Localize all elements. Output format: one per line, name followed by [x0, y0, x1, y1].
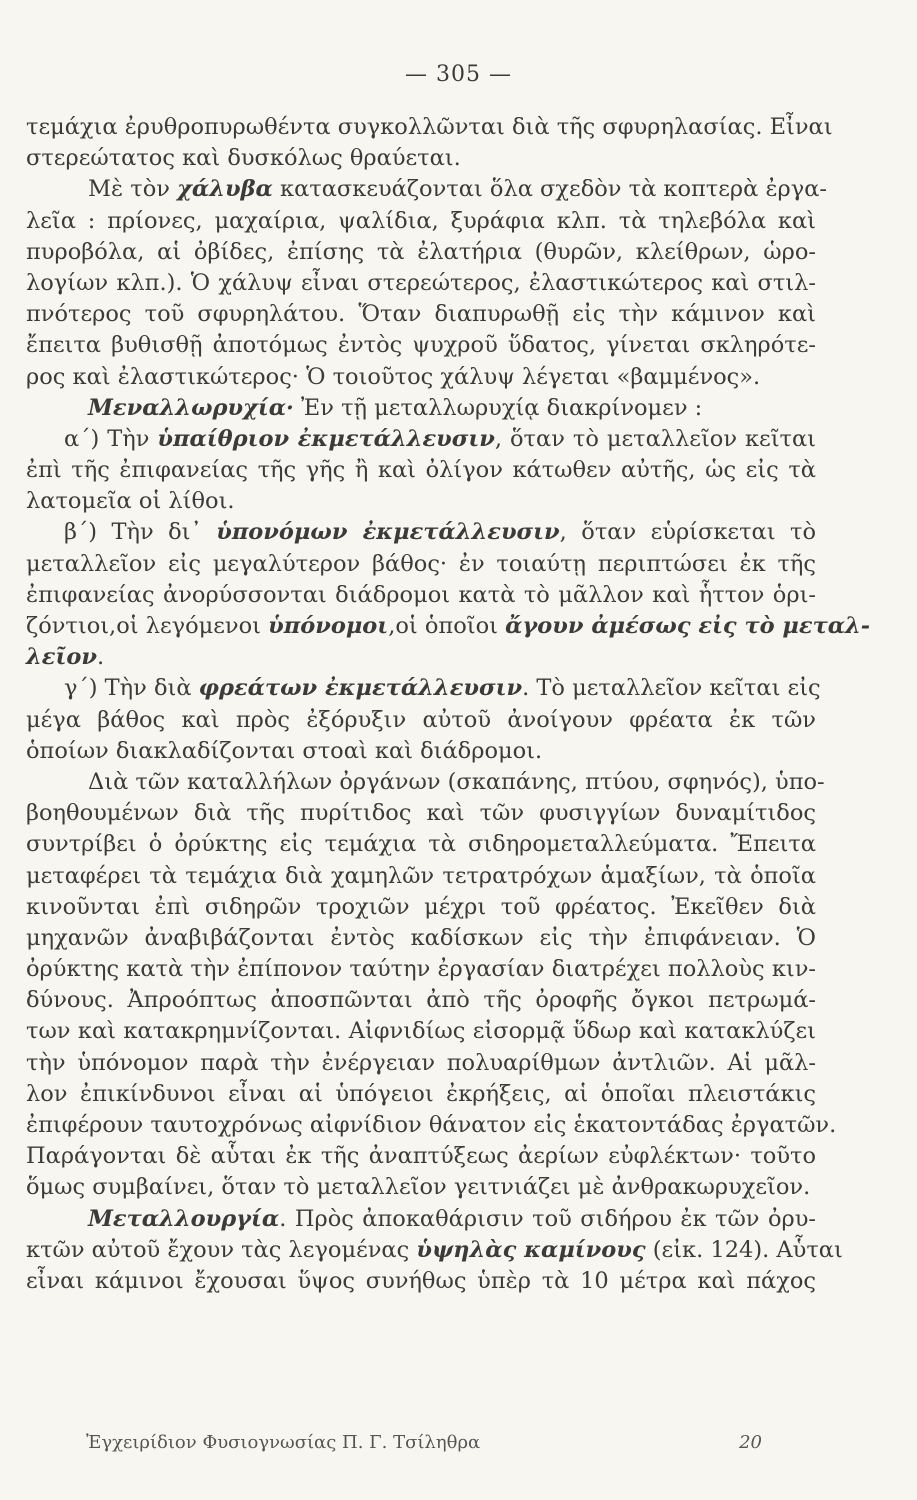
- emphasis-term: Μεναλλωρυχία·: [88, 394, 294, 421]
- text-line: [26, 673, 821, 704]
- footer-signature-number: 20: [739, 1432, 762, 1453]
- text-line: μέγα βάθος καὶ πρὸς ἐξόρυξιν αὐτοῦ ἀνοίγουν φρέατα ἐκ τῶν: [26, 706, 816, 733]
- text-line: δύνους. Ἀπροόπτως ἀποσπῶνται ἀπὸ τῆς ὀροφῆς ὄγκοι πετρωμά-: [26, 987, 816, 1014]
- text-line: [26, 1204, 816, 1235]
- text-line: ἔπειτα βυθισθῇ ἀποτόμως ἐντὸς ψυχροῦ ὕδατος, γίνεται σκληρότε-: [26, 332, 816, 359]
- text-line: τὴν ὑπόνομον παρὰ τὴν ἐνέργειαν πολυαρίθμων ἀντλιῶν. Αἱ μᾶλ-: [26, 1049, 816, 1076]
- text-run: , ὅταν εὑρίσκεται τὸ: [559, 519, 816, 546]
- text-run: , ὅταν τὸ μεταλλεῖον κεῖται: [494, 425, 816, 452]
- text-line: [26, 642, 816, 673]
- text-line: των καὶ κατακρημνίζονται. Αἰφνιδίως εἰσορμᾷ ὕδωρ καὶ κατακλύζει: [26, 1018, 816, 1045]
- text-run: α΄) Τὴν: [64, 425, 158, 452]
- text-line: [26, 393, 816, 424]
- emphasis-term: Μεταλλουργία: [88, 1205, 280, 1232]
- text-line: εἶναι κάμινοι ἔχουσαι ὕψος συνήθως ὑπὲρ τὰ 10 μέτρα καὶ πάχος: [26, 1267, 816, 1294]
- text-line: [26, 1235, 843, 1266]
- text-line: [26, 424, 816, 455]
- text-line: Διὰ τῶν καταλλήλων ὀργάνων (σκαπάνης, πτύου, σφηνός), ὑπο-: [88, 768, 825, 795]
- text-line: λατομεῖα οἱ λίθοι.: [26, 488, 235, 515]
- text-line: λον ἐπικίνδυνοι εἶναι αἱ ὑπόγειοι ἐκρήξεις, αἱ ὁποῖαι πλειστάκις: [26, 1080, 816, 1107]
- text-run: γ΄) Τὴν διὰ: [64, 675, 199, 702]
- page-number: — 305 —: [405, 62, 512, 87]
- text-line: ὁποίων διακλαδίζονται στοαὶ καὶ διάδρομοι.: [26, 737, 543, 764]
- text-run: Ἐν τῇ μεταλλωρυχίᾳ διακρίνομεν :: [293, 394, 703, 421]
- text-line: ἐπιφανείας ἀνορύσσονται διάδρομοι κατὰ τὸ μᾶλλον καὶ ἧττον ὁρι-: [26, 581, 816, 608]
- text-line: μεταλλεῖον εἰς μεγαλύτερον βάθος· ἐν τοιαύτῃ περιπτώσει ἐκ τῆς: [26, 550, 816, 577]
- text-run: κτῶν αὐτοῦ ἔχουν τὰς λεγομένας: [26, 1236, 417, 1263]
- text-line: στερεώτατος καὶ δυσκόλως θραύεται.: [26, 145, 461, 172]
- text-line: πυροβόλα, αἱ ὀβίδες, ἐπίσης τὰ ἐλατήρια (θυρῶν, κλείθρων, ὡρο-: [26, 238, 816, 265]
- text-run: κατασκευάζονται ὅλα σχεδὸν τὰ κοπτερὰ ἐργα-: [272, 176, 828, 203]
- emphasis-term: ἄγουν ἀμέσως εἰς τὸ μεταλ-: [505, 613, 871, 639]
- emphasis-term: λεῖον: [26, 644, 97, 671]
- emphasis-term: χάλυβα: [177, 176, 273, 203]
- emphasis-term: ὑπόνομοι: [268, 613, 389, 639]
- text-line: [26, 174, 828, 205]
- text-line: κινοῦνται ἐπὶ σιδηρῶν τροχιῶν μέχρι τοῦ φρέατος. Ἐκεῖθεν διὰ: [26, 893, 816, 920]
- emphasis-term: ὑπαίθριον ἐκμετάλλευσιν: [157, 425, 495, 452]
- emphasis-term: φρεάτων ἐκμετάλλευσιν: [198, 675, 523, 702]
- text-line: λεῖα : πρίονες, μαχαίρια, ψαλίδια, ξυράφια κλπ. τὰ τηλεβόλα καὶ: [26, 207, 816, 234]
- text-line: μηχανῶν ἀναβιβάζονται ἐντὸς καδίσκων εἰς τὴν ἐπιφάνειαν. Ὁ: [26, 924, 816, 951]
- text-line: ἐπὶ τῆς ἐπιφανείας τῆς γῆς ἢ καὶ ὀλίγον κάτωθεν αὐτῆς, ὡς εἰς τὰ: [26, 457, 816, 484]
- emphasis-term: ὑπονόμων ἐκμετάλλευσιν: [216, 519, 560, 546]
- text-line: ὀρύκτης κατὰ τὴν ἐπίπονον ταύτην ἐργασίαν διατρέχει πολλοὺς κιν-: [26, 956, 816, 983]
- text-run: β΄) Τὴν δι᾽: [64, 519, 217, 546]
- text-run: . Τὸ μεταλλεῖον κεῖται εἰς: [522, 675, 821, 702]
- text-run: .: [96, 644, 105, 671]
- text-line: ὅμως συμβαίνει, ὅταν τὸ μεταλλεῖον γειτνιάζει μὲ ἀνθρακωρυχεῖον.: [26, 1174, 811, 1201]
- text-line: πνότερος τοῦ σφυρηλάτου. Ὅταν διαπυρωθῇ εἰς τὴν κάμινον καὶ: [26, 301, 816, 328]
- text-line: λογίων κλπ.). Ὁ χάλυψ εἶναι στερεώτερος, ἐλαστικώτερος καὶ στιλ-: [26, 269, 816, 296]
- text-line: συντρίβει ὁ ὀρύκτης εἰς τεμάχια τὰ σιδηρομεταλλεύματα. Ἔπειτα: [26, 831, 816, 858]
- text-line: [26, 517, 816, 548]
- page-body: [26, 112, 871, 1297]
- text-run: ζόντιοι,οἱ λεγόμενοι: [26, 613, 269, 639]
- text-run: . Πρὸς ἀποκαθάρισιν τοῦ σιδήρου ἐκ τῶν ὀρυ-: [279, 1205, 816, 1232]
- text-line: ἐπιφέρουν ταυτοχρόνως αἰφνίδιον θάνατον εἰς ἑκατοντάδας ἐργατῶν.: [26, 1112, 837, 1138]
- text-line: βοηθουμένων διὰ τῆς πυρίτιδος καὶ τῶν φυσιγγίων δυναμίτιδος: [26, 800, 816, 827]
- text-run: Μὲ τὸν: [88, 176, 178, 203]
- text-line: Παράγονται δὲ αὗται ἐκ τῆς ἀναπτύξεως ἀερίων εὐφλέκτων· τοῦτο: [26, 1143, 816, 1170]
- text-line: μεταφέρει τὰ τεμάχια διὰ χαμηλῶν τετρατρόχων ἁμαξίων, τὰ ὁποῖα: [26, 862, 816, 889]
- text-line: [26, 611, 871, 642]
- footer-book-title: Ἐγχειρίδιον Φυσιογνωσίας Π. Γ. Τσίληθρα: [86, 1432, 481, 1453]
- text-line: τεμάχια ἐρυθροπυρωθέντα συγκολλῶνται διὰ τῆς σφυρηλασίας. Εἶναι: [26, 114, 833, 140]
- emphasis-term: ὑψηλὰς καμίνους: [416, 1236, 646, 1263]
- text-line: ρος καὶ ἐλαστικώτερος· Ὁ τοιοῦτος χάλυψ λέγεται «βαμμένος».: [26, 363, 761, 390]
- text-run: (εἰκ. 124). Αὗται: [645, 1236, 843, 1263]
- text-run: ,οἱ ὁποῖοι: [388, 613, 506, 639]
